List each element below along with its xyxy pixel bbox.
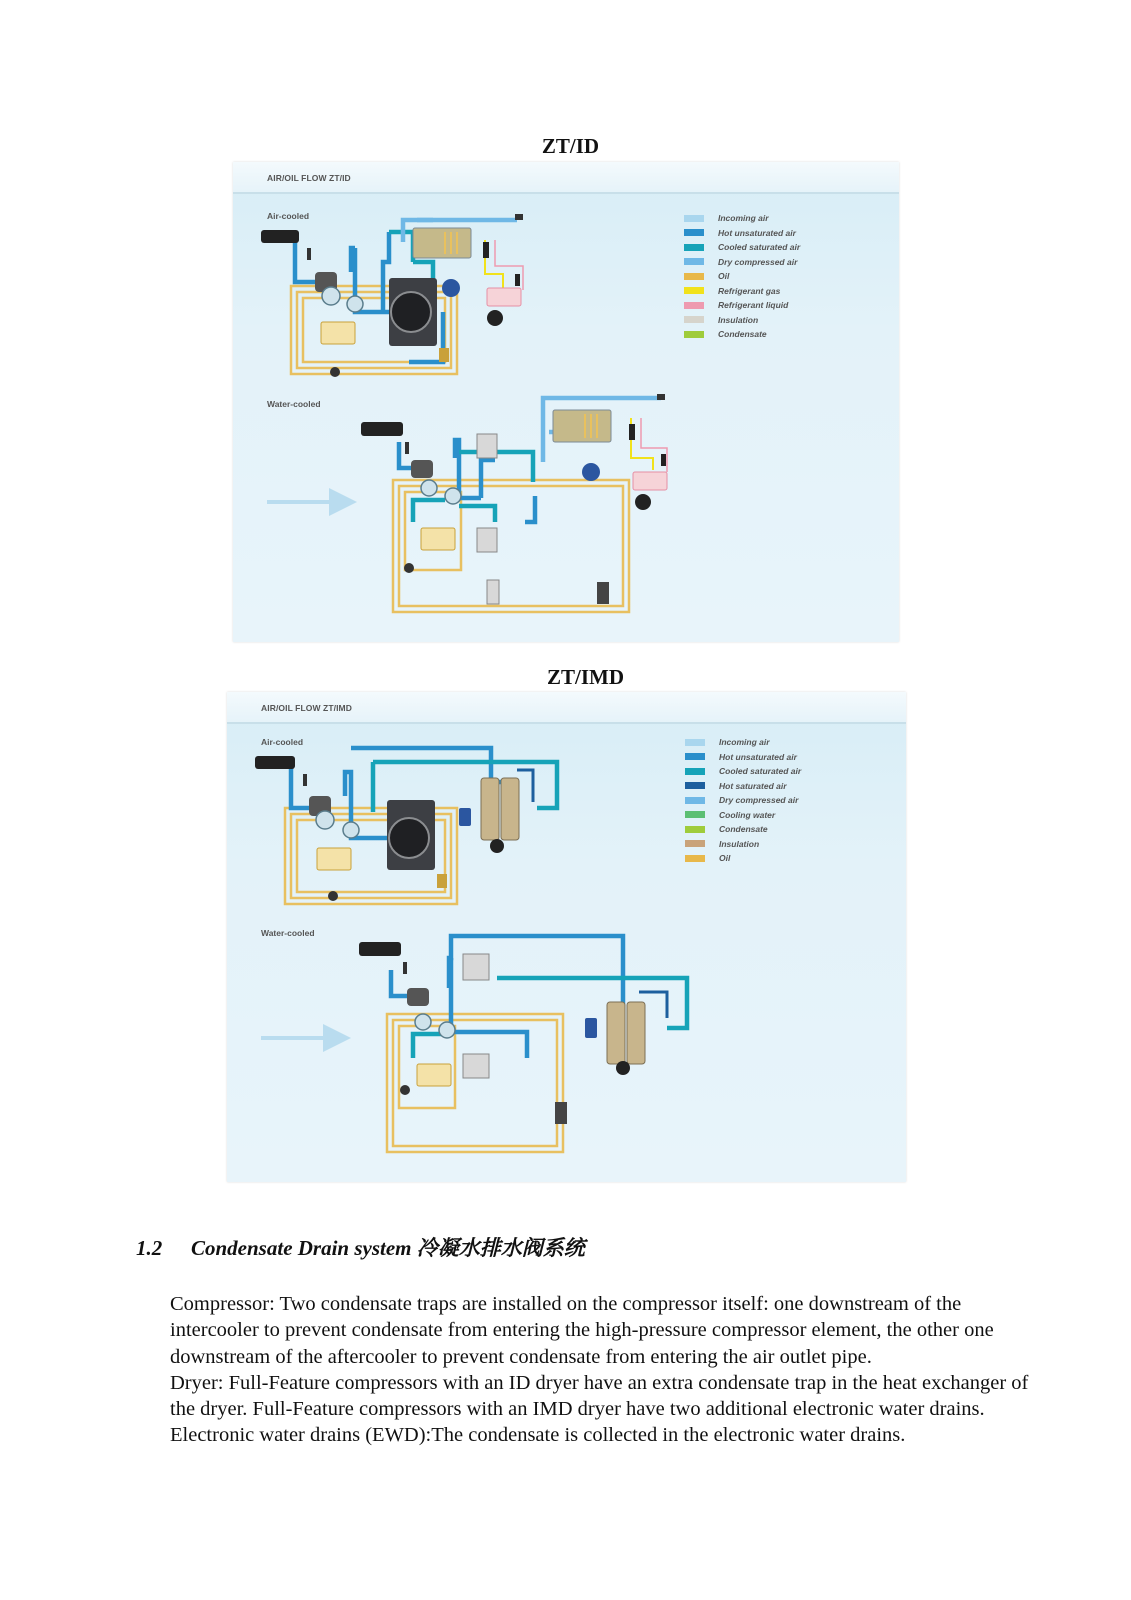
legend-swatch bbox=[685, 797, 705, 804]
legend-swatch bbox=[684, 273, 704, 280]
legend-swatch bbox=[685, 768, 705, 775]
legend-swatch bbox=[684, 316, 704, 323]
legend-item bbox=[684, 255, 800, 270]
legend-item bbox=[685, 750, 801, 765]
figure-1-header-title: AIR/OIL FLOW ZT/ID bbox=[267, 173, 351, 183]
legend-label: Refrigerant liquid bbox=[718, 300, 789, 311]
legend-label: Condensate bbox=[719, 824, 768, 835]
legend-label: Refrigerant gas bbox=[718, 285, 781, 296]
legend-item bbox=[685, 779, 801, 794]
figure-1-legend bbox=[684, 211, 800, 342]
figure-1-caption: ZT/ID bbox=[541, 134, 600, 158]
legend-label: Dry compressed air bbox=[718, 256, 798, 267]
legend-item bbox=[684, 211, 800, 226]
legend-item bbox=[684, 313, 800, 328]
legend-item bbox=[685, 837, 801, 852]
legend-item bbox=[685, 851, 801, 866]
figure-2-air-cooled-schematic bbox=[255, 748, 557, 904]
legend-label: Dry compressed air bbox=[719, 795, 799, 806]
figure-2-caption: ZT/IMD bbox=[546, 665, 624, 689]
legend-item bbox=[685, 735, 801, 750]
section-body bbox=[170, 1291, 1030, 1449]
section-number: 1.2 bbox=[136, 1236, 163, 1260]
legend-label: Oil bbox=[719, 853, 731, 864]
figure-2-air-cooled-label: Air-cooled bbox=[261, 737, 304, 747]
legend-item bbox=[684, 284, 800, 299]
legend-swatch bbox=[685, 811, 705, 818]
figure-1-water-cooled-label: Water-cooled bbox=[267, 399, 321, 409]
legend-item bbox=[685, 793, 801, 808]
legend-swatch bbox=[685, 753, 705, 760]
paragraph-dryer: Dryer: Full-Feature compressors with an ID dryer have an extra condensate trap in the heat exchanger of the dryer. Full-Feature compressors with an IMD dryer have two additional electronic water drains. bbox=[170, 1371, 1029, 1421]
legend-item bbox=[684, 327, 800, 342]
section-title: Condensate Drain system 冷凝水排水阀系统 bbox=[191, 1236, 585, 1260]
legend-item bbox=[685, 808, 801, 823]
paragraph-compressor: Compressor: Two condensate traps are installed on the compressor itself: one downstream of the intercooler to prevent condensate from entering the high-pressure compressor element, the other one downstream of the aftercooler to prevent condensate from entering the air outlet pipe. bbox=[170, 1293, 994, 1368]
legend-swatch bbox=[684, 244, 704, 251]
figure-2-flow-diagram bbox=[227, 692, 906, 1182]
legend-label: Condensate bbox=[718, 329, 767, 340]
section-heading bbox=[136, 1232, 585, 1262]
legend-swatch bbox=[684, 215, 704, 222]
legend-label: Cooled saturated air bbox=[718, 242, 801, 253]
legend-label: Insulation bbox=[718, 314, 759, 325]
figure-1-air-cooled-label: Air-cooled bbox=[267, 211, 310, 221]
figure-1-water-cooled-schematic bbox=[267, 394, 667, 612]
legend-label: Insulation bbox=[719, 838, 760, 849]
legend-label: Hot saturated air bbox=[719, 780, 787, 791]
legend-swatch bbox=[685, 782, 705, 789]
legend-swatch bbox=[684, 331, 704, 338]
legend-item bbox=[684, 226, 800, 241]
legend-item bbox=[684, 269, 800, 284]
figure-1-air-cooled-schematic bbox=[261, 214, 523, 377]
figure-2-water-cooled-schematic bbox=[261, 936, 687, 1152]
figure-2-legend bbox=[685, 735, 801, 866]
figure-2-water-cooled-label: Water-cooled bbox=[261, 928, 315, 938]
legend-label: Incoming air bbox=[719, 737, 770, 748]
figure-1-air-oil-flow-zt-id bbox=[233, 162, 899, 642]
legend-swatch bbox=[684, 258, 704, 265]
legend-label: Cooled saturated air bbox=[719, 766, 802, 777]
legend-label: Oil bbox=[718, 271, 730, 282]
legend-label: Hot unsaturated air bbox=[719, 751, 797, 762]
legend-swatch bbox=[685, 826, 705, 833]
legend-swatch bbox=[685, 840, 705, 847]
figure-2-air-oil-flow-zt-imd bbox=[227, 692, 906, 1182]
legend-item bbox=[685, 822, 801, 837]
legend-swatch bbox=[684, 287, 704, 294]
legend-swatch bbox=[685, 739, 705, 746]
legend-item bbox=[685, 764, 801, 779]
legend-label: Incoming air bbox=[718, 213, 769, 224]
legend-item bbox=[684, 240, 800, 255]
paragraph-electronic-water-drains: Electronic water drains (EWD):The condensate is collected in the electronic water drains. bbox=[170, 1424, 906, 1447]
legend-swatch bbox=[684, 302, 704, 309]
figure-2-header-title: AIR/OIL FLOW ZT/IMD bbox=[261, 703, 352, 713]
legend-swatch bbox=[685, 855, 705, 862]
legend-swatch bbox=[684, 229, 704, 236]
legend-label: Cooling water bbox=[719, 809, 776, 820]
legend-item bbox=[684, 298, 800, 313]
legend-label: Hot unsaturated air bbox=[718, 227, 796, 238]
